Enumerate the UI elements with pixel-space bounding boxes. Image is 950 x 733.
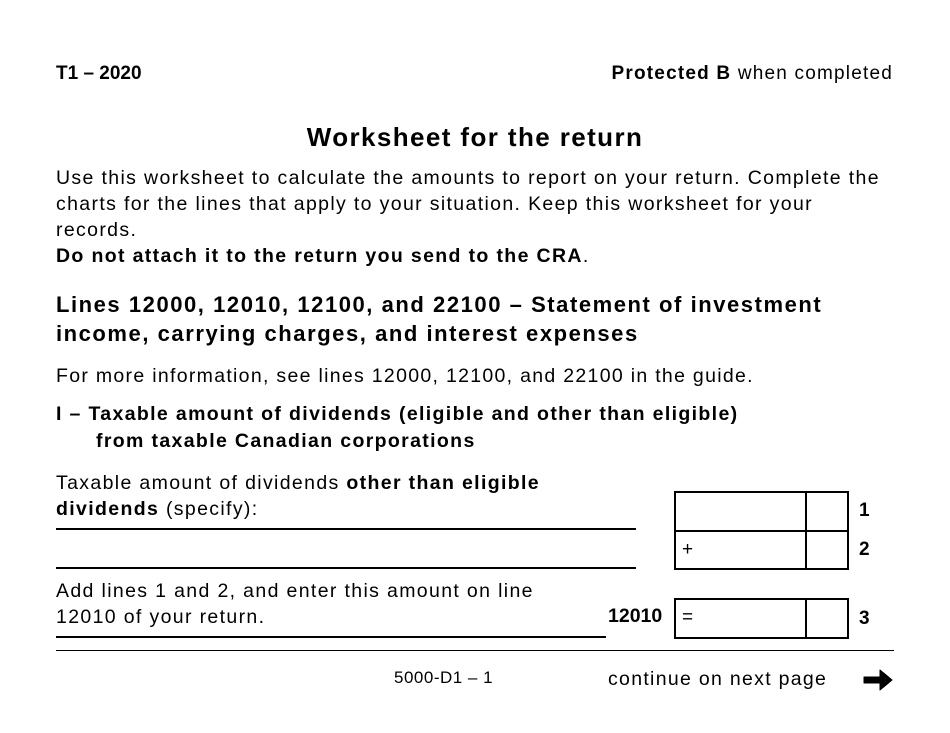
line-2-operator: + <box>682 539 694 560</box>
protected-label: Protected B <box>611 63 732 84</box>
add-lines-label: Add lines 1 and 2, and enter this amount on line 12010 of your return. <box>56 580 534 628</box>
right-arrow-icon <box>862 666 894 699</box>
line-3-operator: = <box>682 607 694 628</box>
protected-suffix: when completed <box>731 63 893 84</box>
part-title-line1: I – Taxable amount of dividends (eligible and other than eligible) <box>56 403 739 425</box>
footer-divider <box>56 650 894 651</box>
line-number-2: 2 <box>859 539 870 560</box>
attach-warning-period: . <box>582 245 590 267</box>
specify-line-1[interactable] <box>56 528 636 530</box>
line-1-cents-input[interactable] <box>805 493 847 530</box>
attach-warning-bold: Do not attach it to the return you send to the CRA <box>56 245 583 267</box>
part-title <box>56 401 916 455</box>
add-label-underline <box>56 636 606 638</box>
dividends-label-bold2: dividends <box>56 498 160 520</box>
dividends-label <box>56 470 646 522</box>
line-2-dollars-input[interactable] <box>676 532 805 568</box>
line-2-cents-input[interactable] <box>805 532 847 568</box>
page-title: Worksheet for the return <box>306 122 644 152</box>
line-number-3: 3 <box>859 608 870 629</box>
line-1-dollars-input[interactable] <box>676 493 805 530</box>
intro-text: Use this worksheet to calculate the amounts to report on your return. Complete the charts for the lines that apply to your situation. Keep this worksheet for your records. <box>56 167 880 241</box>
line-3-box <box>674 598 849 639</box>
form-code: 5000-D1 – 1 <box>394 668 494 687</box>
section-title: Lines 12000, 12010, 12100, and 22100 – Statement of investment income, carrying charges, and interest expenses <box>56 292 823 346</box>
line-3-cents-input[interactable] <box>805 600 847 637</box>
specify-line-2[interactable] <box>56 567 636 569</box>
attach-warning <box>56 243 590 269</box>
line-number-1: 1 <box>859 500 870 521</box>
protected-notice <box>612 63 894 85</box>
dividends-label-bold1: other than eligible <box>346 472 540 494</box>
dividends-label-end: (specify): <box>159 498 259 520</box>
dividends-label-start: Taxable amount of dividends <box>56 472 347 494</box>
continue-text: continue on next page <box>608 668 828 690</box>
amount-box-group <box>674 491 849 570</box>
line-code-12010: 12010 <box>608 605 663 627</box>
more-info-text: For more information, see lines 12000, 12100, and 22100 in the guide. <box>56 365 754 387</box>
line-3-dollars-input[interactable] <box>676 600 805 637</box>
form-year: T1 – 2020 <box>56 63 142 84</box>
part-title-line2: from taxable Canadian corporations <box>96 430 476 452</box>
